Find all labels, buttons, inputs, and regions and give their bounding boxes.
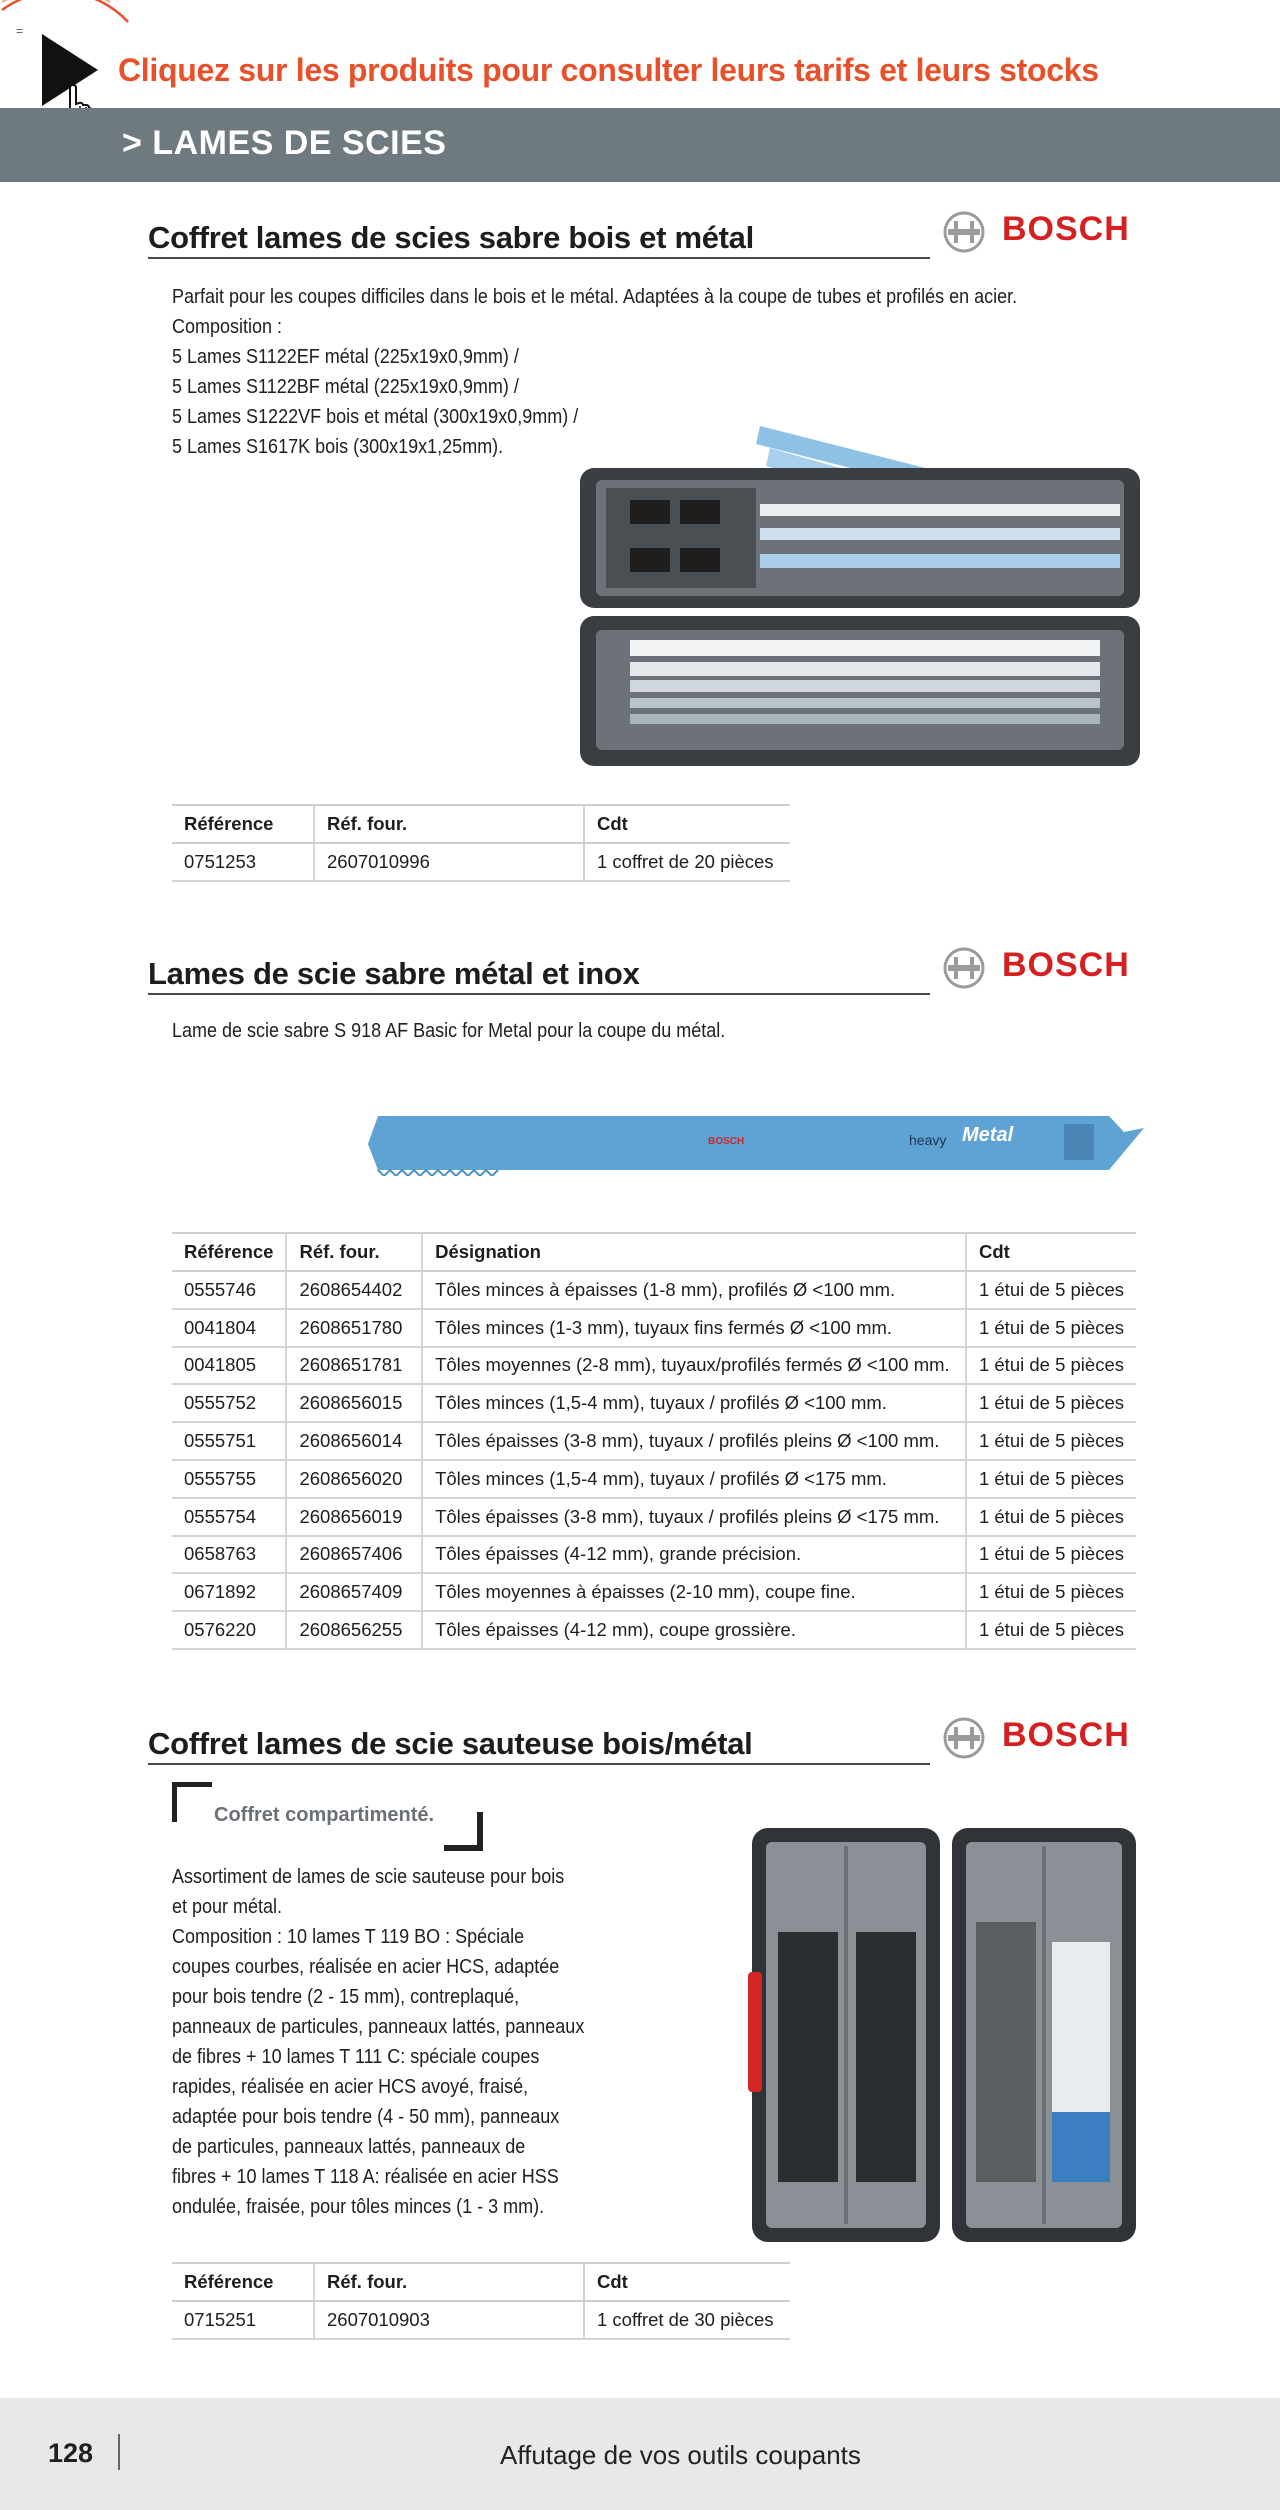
table-cell: 2608656014 [286,1422,422,1460]
table-cell: 1 étui de 5 pièces [966,1384,1136,1422]
table-cell: Tôles épaisses (4-12 mm), grande précision. [422,1536,966,1574]
title-rule [148,257,930,259]
table-cell: 0751253 [172,843,314,881]
table-header-cell: Cdt [966,1233,1136,1271]
table-row[interactable] [172,2301,790,2339]
description-line: 5 Lames S1122BF métal (225x19x0,9mm) / [172,376,519,398]
table-cell: 2608656255 [286,1611,422,1649]
page-separator [118,2434,120,2470]
table-cell: 1 étui de 5 pièces [966,1309,1136,1347]
table-header-row [172,1233,1136,1271]
table-row[interactable] [172,1611,1136,1649]
table-cell: 2608651781 [286,1347,422,1385]
table-header-row [172,805,790,843]
table-cell: Tôles moyennes (2-8 mm), tuyaux/profilés fermés Ø <100 mm. [422,1347,966,1385]
table-row[interactable] [172,843,790,881]
blade-shape [364,1110,1144,1176]
product-table [172,804,790,882]
blade-line-label: heavy [909,1132,947,1148]
table-cell: Tôles moyennes à épaisses (2-10 mm), coupe fine. [422,1573,966,1611]
description-line: de fibres + 10 lames T 111 C: spéciale coupes [172,2046,540,2068]
title-rule [148,1763,930,1765]
description-line: et pour métal. [172,1896,283,1918]
description-line: panneaux de particules, panneaux lattés, panneaux [172,2016,585,2038]
table-cell: 0715251 [172,2301,314,2339]
description-line: 5 Lames S1122EF métal (225x19x0,9mm) / [172,346,519,368]
table-cell: Tôles minces (1,5-4 mm), tuyaux / profilés Ø <175 mm. [422,1460,966,1498]
table-header-cell: Référence [172,1233,286,1271]
table-cell: 1 étui de 5 pièces [966,1422,1136,1460]
sabre-blade-case-image[interactable] [570,408,1150,768]
table-cell: Tôles minces à épaisses (1-8 mm), profilés Ø <100 mm. [422,1271,966,1309]
table-row[interactable] [172,1271,1136,1309]
brand-name: BOSCH [1002,1716,1130,1754]
description-line: de particules, panneaux lattés, panneaux de [172,2136,526,2158]
description-line: pour bois tendre (2 - 15 mm), contreplaqué, [172,1986,520,2008]
brand-name: BOSCH [1002,210,1130,248]
table-cell: 1 étui de 5 pièces [966,1536,1136,1574]
table-row[interactable] [172,1309,1136,1347]
table-cell: 0671892 [172,1573,286,1611]
brand-logo [940,1712,1140,1762]
description-line: 5 Lames S1222VF bois et métal (300x19x0,9mm) / [172,406,579,428]
table-cell: 1 étui de 5 pièces [966,1347,1136,1385]
footer [0,2398,1280,2510]
table-header-cell: Réf. four. [314,805,584,843]
brand-logo [940,206,1140,256]
table-cell: 2608656020 [286,1460,422,1498]
description-line: rapides, réalisée en acier HCS avoyé, fraisé, [172,2076,529,2098]
description-line: coupes courbes, réalisée en acier HCS, adaptée [172,1956,560,1978]
table-header-cell: Référence [172,2263,314,2301]
product-label: Coffret compartimenté. [214,1804,435,1826]
description-line: adaptée pour bois tendre (4 - 50 mm), panneaux [172,2106,560,2128]
table-row[interactable] [172,1347,1136,1385]
table-cell: 1 étui de 5 pièces [966,1460,1136,1498]
table-cell: Tôles minces (1-3 mm), tuyaux fins fermés Ø <100 mm. [422,1309,966,1347]
section-title: > LAMES DE SCIES [122,124,447,162]
product-description [172,1016,725,1046]
table-cell: 0576220 [172,1611,286,1649]
table-header-cell: Réf. four. [286,1233,422,1271]
table-cell: 0555751 [172,1422,286,1460]
product-table [172,1232,1136,1650]
table-row[interactable] [172,1573,1136,1611]
table-header-row [172,2263,790,2301]
table-row[interactable] [172,1460,1136,1498]
table-cell: 0555754 [172,1498,286,1536]
table-cell: 0555746 [172,1271,286,1309]
table-row[interactable] [172,1422,1136,1460]
table-cell: 0041805 [172,1347,286,1385]
table-cell: 1 coffret de 20 pièces [584,843,790,881]
table-cell: Tôles épaisses (3-8 mm), tuyaux / profilés pleins Ø <175 mm. [422,1498,966,1536]
table-cell: 2607010903 [314,2301,584,2339]
table-header-cell: Réf. four. [314,2263,584,2301]
description-line: fibres + 10 lames T 118 A: réalisée en acier HSS [172,2166,559,2188]
table-row[interactable] [172,1384,1136,1422]
description-line: Assortiment de lames de scie sauteuse pour bois [172,1866,565,1888]
table-header-cell: Désignation [422,1233,966,1271]
sabre-blade-image[interactable] [364,1110,1144,1176]
table-cell: 1 étui de 5 pièces [966,1271,1136,1309]
product-title: Coffret lames de scies sabre bois et métal [148,220,754,255]
table-row[interactable] [172,1536,1136,1574]
table-cell: 2608657406 [286,1536,422,1574]
bosch-armature-icon [940,946,990,990]
table-cell: Tôles épaisses (3-8 mm), tuyaux / profilés pleins Ø <100 mm. [422,1422,966,1460]
table-header-cell: Cdt [584,805,790,843]
table-cell: 0658763 [172,1536,286,1574]
product-description [172,1862,584,2222]
jigsaw-blade-case-image[interactable] [748,1822,1140,2248]
table-header-cell: Référence [172,805,314,843]
description-line: Parfait pour les coupes difficiles dans le bois et le métal. Adaptées à la coupe de tubes et profilés en acier. [172,286,1018,308]
brand-logo [940,942,1140,992]
description-line: Composition : [172,316,283,338]
table-header-cell: Cdt [584,2263,790,2301]
brand-name: BOSCH [1002,946,1130,984]
table-cell: 2607010996 [314,843,584,881]
table-cell: Tôles minces (1,5-4 mm), tuyaux / profilés Ø <100 mm. [422,1384,966,1422]
footer-title: Affutage de vos outils coupants [500,2440,861,2470]
table-cell: 2608654402 [286,1271,422,1309]
bosch-armature-icon [940,1716,990,1760]
blade-metal-label: Metal [962,1124,1014,1146]
product-title: Lames de scie sabre métal et inox [148,956,640,991]
table-cell: 0041804 [172,1309,286,1347]
table-cell: 2608657409 [286,1573,422,1611]
description-line: ondulée, fraisée, pour tôles minces (1 - 3 mm). [172,2196,545,2218]
table-cell: 2608651780 [286,1309,422,1347]
page-number: 128 [48,2438,94,2468]
table-row[interactable] [172,1498,1136,1536]
table-cell: 1 étui de 5 pièces [966,1573,1136,1611]
table-cell: 0555755 [172,1460,286,1498]
product-table [172,2262,790,2340]
description-line: 5 Lames S1617K bois (300x19x1,25mm). [172,436,504,458]
bosch-armature-icon [940,210,990,254]
table-cell: 2608656019 [286,1498,422,1536]
menu-icon[interactable]: = [16,24,24,38]
banner-text[interactable]: Cliquez sur les produits pour consulter leurs tarifs et leurs stocks [118,52,1099,88]
description-line: Lame de scie sabre S 918 AF Basic for Metal pour la coupe du métal. [172,1020,726,1042]
table-cell: 2608656015 [286,1384,422,1422]
table-cell: 1 étui de 5 pièces [966,1611,1136,1649]
table-cell: 1 étui de 5 pièces [966,1498,1136,1536]
table-cell: Tôles épaisses (4-12 mm), coupe grossière. [422,1611,966,1649]
table-cell: 0555752 [172,1384,286,1422]
description-line: Composition : 10 lames T 119 BO : Spéciale [172,1926,525,1948]
product-title: Coffret lames de scie sauteuse bois/métal [148,1726,753,1761]
title-rule [148,993,930,995]
table-cell: 1 coffret de 30 pièces [584,2301,790,2339]
blade-brand: BOSCH [708,1136,745,1147]
